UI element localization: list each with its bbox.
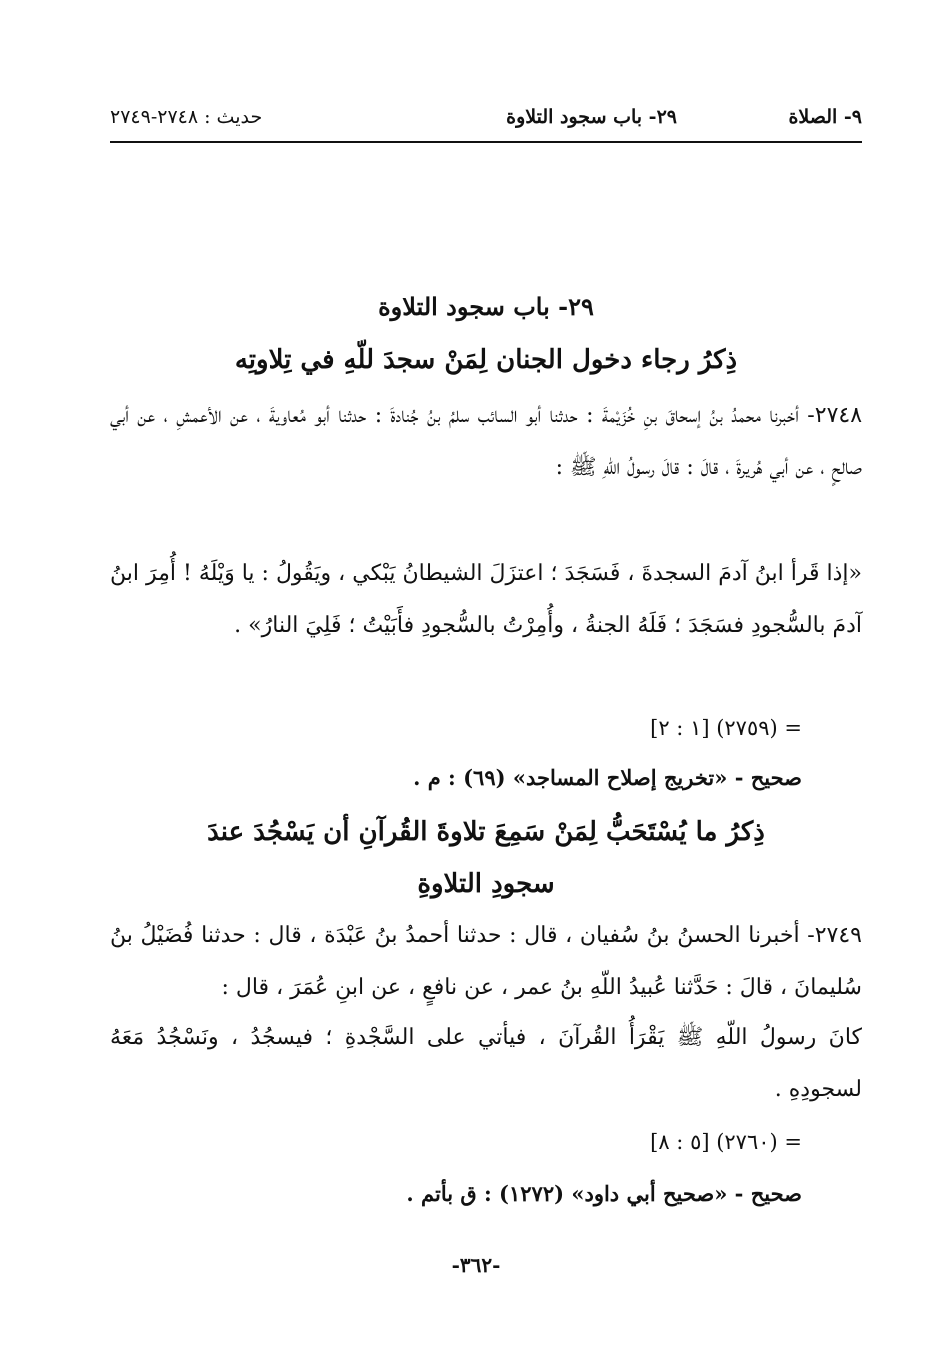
hadith-isnad-2748: ٢٧٤٨- أخبرنا محمدُ بنُ إسحاقَ بنِ خُزَيْمةَ : حدثنا أبو السائب سلمُ بنُ جُنادةَ : حدثنا أبو مُعاويةَ ، عن الأعمشِ ، عن أبي صالحٍ ، عن أبي هُريرةَ ، قالَ : قالَ رسولُ اللّهِ ﷺ : <box>110 403 863 480</box>
running-header <box>110 100 862 140</box>
grading-2748: صحيح - «تخريج إصلاح المساجد» (٦٩) : م . <box>413 765 802 790</box>
cross-reference-2748: = (٢٧٥٩) [١ : ٢] <box>650 716 802 740</box>
header-section: ٢٩- باب سجود التلاوة <box>506 106 677 128</box>
section-title: ٢٩- باب سجود التلاوة <box>378 292 594 321</box>
entry-heading-1: ذِكرُ رجاء دخول الجنان لِمَنْ سجدَ للّهِ في تِلاوتِه <box>234 345 738 375</box>
cross-reference-2749: = (٢٧٦٠) [٥ : ٨] <box>650 1130 802 1154</box>
hadith-matn-2748: «إذا قَرأ ابنُ آدمَ السجدةَ ، فَسَجَدَ ؛ اعتزَلَ الشيطانُ يَبْكي ، ويَقُولُ : يا وَيْلَهُ ! أُمِرَ ابنُ آدمَ بالسُّجودِ فسَجَدَ ؛ فَلَهُ الجنةُ ، وأُمِرْتُ بالسُّجودِ فأَبَيْتُ ؛ فَلِيَ النارُ» . <box>110 561 862 638</box>
entry-heading-2: ذِكرُ ما يُسْتَحَبُّ لِمَنْ سَمِعَ تلاوةَ القُرآنِ أن يَسْجُدَ عندَ سجودِ التلاوةِ <box>207 817 765 899</box>
header-chapter: ٩- الصلاة <box>788 106 862 128</box>
header-hadith-range: حديث : ٢٧٤٨-٢٧٤٩ <box>110 106 263 128</box>
hadith-isnad-2749: ٢٧٤٩- أخبرنا الحسنُ بنُ سُفيان ، قال : حدثنا أحمدُ بنُ عَبْدَة ، قال : حدثنا فُضَيْلُ بنُ سُليمانَ ، قالَ : حَدَّثنا عُبيدُ اللّهِ بنُ عمر ، عن نافعٍ ، عن ابنِ عُمَرَ ، قال : <box>110 923 862 1000</box>
page-number: -٣٦٢- <box>451 1253 501 1277</box>
hadith-matn-2749: كانَ رسولُ اللّهِ ﷺ يَقْرَأُ القُرآنَ ، فيأتي على السَّجْدةِ ؛ فيسجُدُ ، ونَسْجُدُ مَعَهُ لسجودِهِ . <box>110 1025 862 1102</box>
header-divider <box>110 141 862 143</box>
grading-2749: صحيح - «صحيح أبي داود» (١٢٧٢) : ق بأتم . <box>406 1181 802 1206</box>
